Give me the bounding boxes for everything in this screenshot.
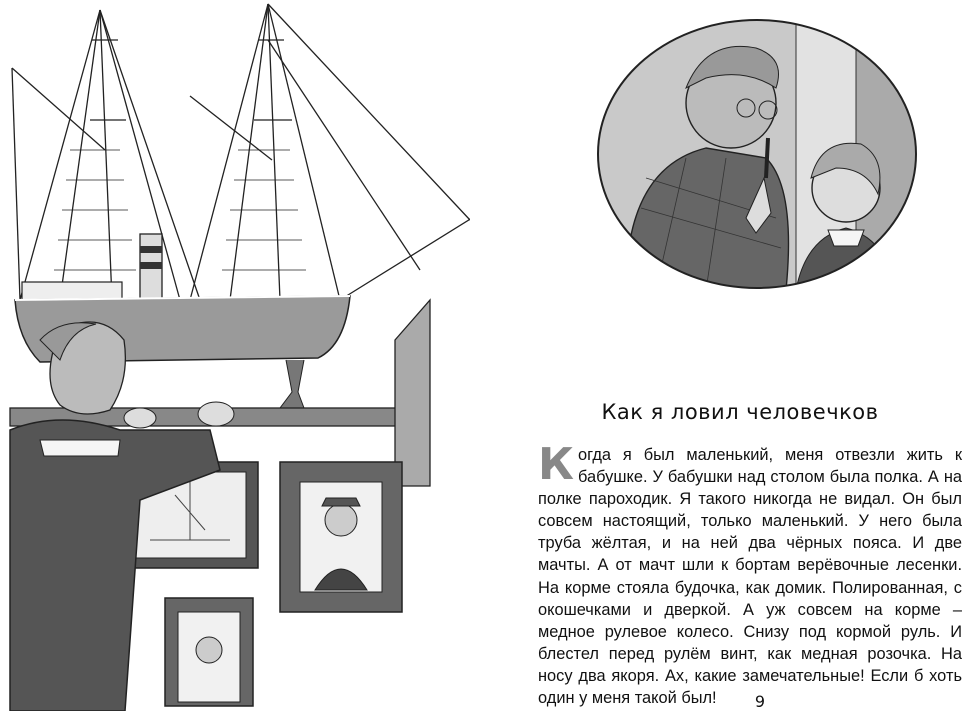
shelf-bracket bbox=[395, 300, 430, 486]
page-number: 9 bbox=[754, 692, 766, 711]
drop-cap: К bbox=[538, 439, 574, 490]
chapter-body-text: огда я был маленький, меня отвезли жить к бабушке. У бабушки над столом была полка. А на полке пароходик. Я такого никогда не видал. Он был совсем настоящий, только маленький. У него была труба жёлтая, и на ней два чёрных пояса. И две мачты. А от мачт шли к бортам верёвочные лесенки. На корме стояла будочка, как домик. Полированная, с окошечками и дверкой. А уж совсем на корме – медное рулевое колесо. Снизу под кормой руль. И блестел перед рулём винт, как медная розочка. На носу два якоря. Ах, какие замечательные! Если б хоть один у меня такой был! bbox=[538, 446, 962, 708]
chapter-body bbox=[538, 439, 962, 709]
grandmother-boy-illustration bbox=[596, 18, 918, 290]
ship-shelf-illustration bbox=[0, 0, 470, 711]
chapter-title: Как я ловил человечков bbox=[601, 400, 879, 424]
fore-mast bbox=[100, 10, 112, 300]
